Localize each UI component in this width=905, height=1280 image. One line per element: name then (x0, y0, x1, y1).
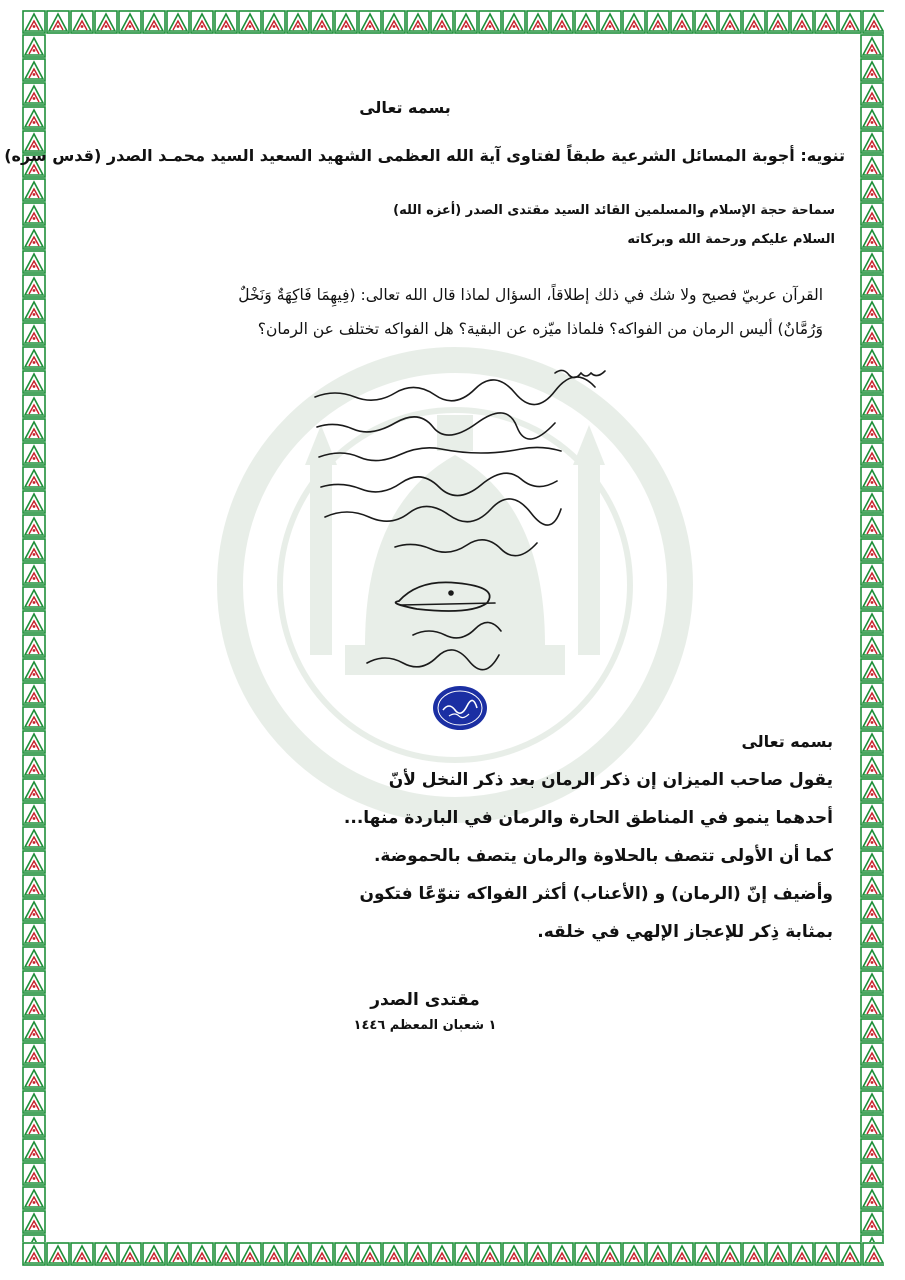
right-border (860, 34, 884, 1242)
signer-name: مقتدى الصدر (370, 990, 480, 1010)
answer-line: كما أن الأولى تتصف بالحلاوة والرمان يتصف بالحموضة. (373, 846, 833, 866)
handwritten-reply-image (255, 365, 655, 689)
answer-line: وأضيف إنّ (الرمان) و (الأعناب) أكثر الفواكه تنوّعًا فتكون (359, 884, 833, 904)
answer-line: أحدهما ينمو في المناطق الحارة والرمان في الباردة منها... (343, 808, 833, 828)
signature-date: ١ شعبان المعظم ١٤٤٦ (353, 1018, 497, 1033)
bottom-border (22, 1242, 884, 1266)
greeting-line: السلام عليكم ورحمة الله وبركاته (627, 232, 835, 247)
answer-line: يقول صاحب الميزان إن ذكر الرمان بعد ذكر النخل لأنّ (388, 770, 833, 790)
left-border (22, 34, 46, 1242)
question-line: وَرُمَّانٌ) أليس الرمان من الفواكه؟ فلماذا ميّزه عن البقية؟ هل الفواكه تختلف عن الرمان؟ (257, 320, 823, 338)
question-text (83, 278, 823, 346)
fatwa-notice: تنويه: أجوبة المسائل الشرعية طبقاً لفتاوى آية الله العظمى الشهيد السعيد السيد محمـد الصدر (قدس سره) (4, 146, 845, 165)
answer-line: بمثابة ذِكر للإعجاز الإلهي في خلقه. (537, 922, 833, 942)
question-line: القرآن عربيّ فصيح ولا شك في ذلك إطلاقاً، السؤال لماذا قال الله تعالى: (فِيهِمَا فَاكِهَةٌ وَنَخْلٌ (238, 286, 823, 304)
page-title: بسمه تعالى (359, 98, 451, 117)
addressee-line: سماحة حجة الإسلام والمسلمين القائد السيد مقتدى الصدر (أعزه الله) (393, 203, 835, 218)
top-border (22, 10, 884, 34)
blue-seal-stamp-icon (431, 684, 489, 736)
answer-heading: بسمه تعالى (741, 732, 833, 751)
